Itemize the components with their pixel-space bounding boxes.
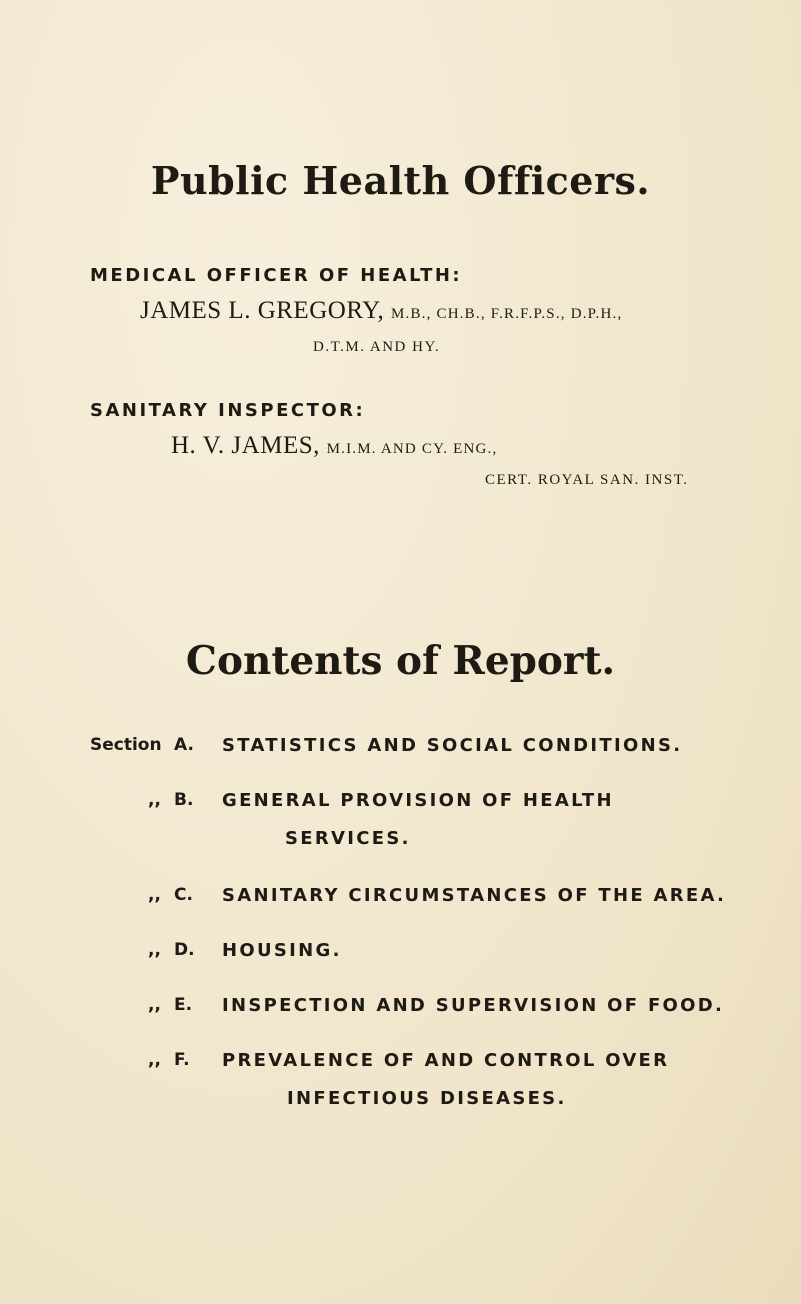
sanitary-inspector-name: H. V. JAMES, (171, 432, 320, 459)
medical-officer-qualifications-2: D.T.M. AND HY. (313, 339, 441, 355)
medical-officer-name-line (140, 297, 622, 325)
section-prefix: ,, (148, 940, 161, 960)
medical-officer-qualifications: M.B., CH.B., F.R.F.P.S., D.P.H., (390, 306, 623, 322)
section-prefix: ,, (148, 995, 161, 1015)
page-title: Public Health Officers. (150, 158, 651, 203)
section-prefix: Section (90, 735, 162, 755)
section-letter: D. (174, 940, 195, 960)
section-title: HOUSING. (222, 940, 342, 961)
section-title: GENERAL PROVISION OF HEALTH (222, 790, 614, 811)
sanitary-inspector-name-line (171, 432, 497, 460)
contents-title: Contents of Report. (185, 638, 616, 684)
section-letter: B. (174, 790, 194, 810)
section-title-continued: INFECTIOUS DISEASES. (287, 1088, 567, 1109)
section-letter: A. (174, 735, 194, 755)
sanitary-inspector-qualifications-2: CERT. ROYAL SAN. INST. (485, 472, 689, 488)
section-title: PREVALENCE OF AND CONTROL OVER (222, 1050, 670, 1071)
section-letter: C. (174, 885, 193, 905)
section-letter: F. (174, 1050, 190, 1070)
section-letter: E. (174, 995, 193, 1015)
section-prefix: ,, (148, 885, 161, 905)
section-title: STATISTICS AND SOCIAL CONDITIONS. (222, 735, 683, 756)
sanitary-inspector-label: SANITARY INSPECTOR: (90, 400, 366, 421)
medical-officer-label: MEDICAL OFFICER OF HEALTH: (90, 265, 463, 286)
section-title: SANITARY CIRCUMSTANCES OF THE AREA. (222, 885, 727, 906)
sanitary-inspector-qualifications: M.I.M. AND CY. ENG., (326, 441, 498, 457)
section-prefix: ,, (148, 1050, 161, 1070)
section-prefix: ,, (148, 790, 161, 810)
section-title-continued: SERVICES. (285, 828, 411, 849)
medical-officer-name: JAMES L. GREGORY, (140, 297, 385, 324)
section-title: INSPECTION AND SUPERVISION OF FOOD. (222, 995, 725, 1016)
